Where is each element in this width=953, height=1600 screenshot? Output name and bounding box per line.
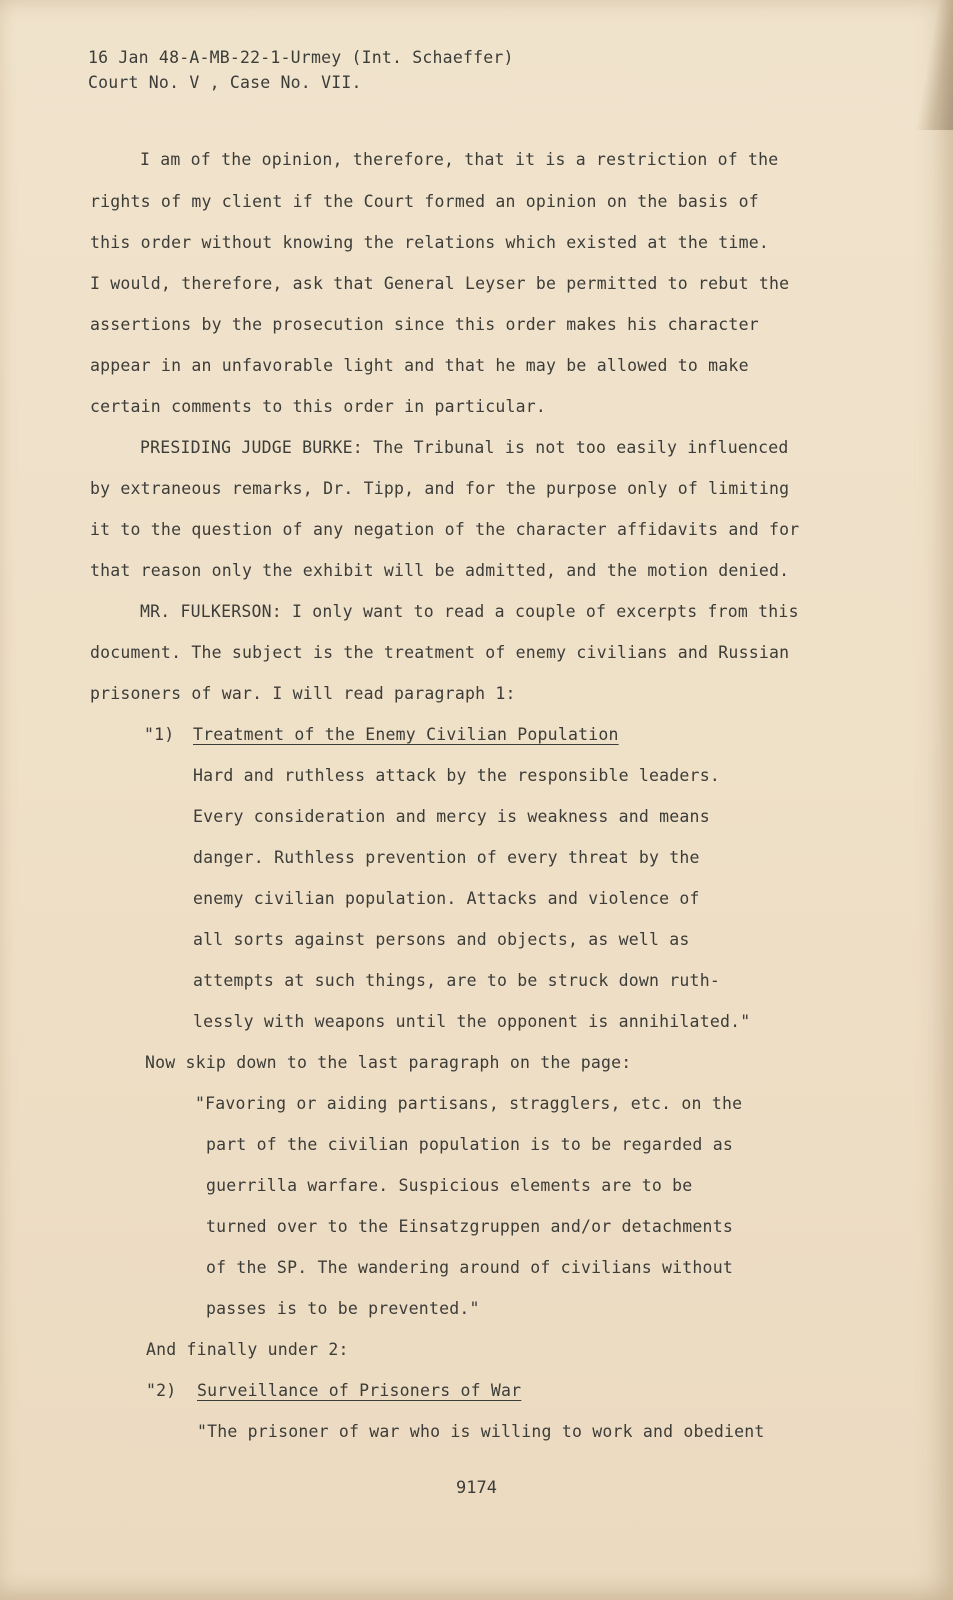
- quote-1-line: enemy civilian population. Attacks and violence of: [193, 889, 700, 908]
- quote-1-line: Every consideration and mercy is weakness and means: [193, 807, 710, 826]
- quote-2-line: guerrilla warfare. Suspicious elements are to be: [206, 1176, 693, 1195]
- quote-2-heading: Surveillance of Prisoners of War: [197, 1381, 522, 1400]
- document-header-line-2: Court No. V , Case No. VII.: [88, 73, 362, 92]
- quote-1-number: "1): [144, 725, 175, 744]
- quote-2-line: "Favoring or aiding partisans, stragglers, etc. on the: [195, 1094, 743, 1113]
- page-number: 9174: [456, 1478, 497, 1498]
- quote-1-line: lessly with weapons until the opponent is annihilated.": [193, 1012, 751, 1031]
- quote-2-line: passes is to be prevented.": [206, 1299, 480, 1318]
- document-header-line-1: 16 Jan 48-A-MB-22-1-Urmey (Int. Schaeffer): [88, 48, 514, 67]
- quote-1-line: danger. Ruthless prevention of every threat by the: [193, 848, 700, 867]
- body-line: MR. FULKERSON: I only want to read a couple of excerpts from this: [140, 602, 799, 621]
- quote-1-line: attempts at such things, are to be struck down ruth-: [193, 971, 720, 990]
- quote-3-line: "The prisoner of war who is willing to work and obedient: [197, 1422, 765, 1441]
- body-line: it to the question of any negation of the character affidavits and for: [90, 520, 800, 539]
- body-line: assertions by the prosecution since this order makes his character: [90, 315, 759, 334]
- quote-1-line: all sorts against persons and objects, as well as: [193, 930, 690, 949]
- folded-corner: [893, 0, 953, 130]
- body-line: certain comments to this order in particular.: [90, 397, 547, 416]
- body-line: appear in an unfavorable light and that he may be allowed to make: [90, 356, 749, 375]
- body-line: PRESIDING JUDGE BURKE: The Tribunal is not too easily influenced: [140, 438, 789, 457]
- body-line: document. The subject is the treatment of enemy civilians and Russian: [90, 643, 790, 662]
- quote-2-line: turned over to the Einsatzgruppen and/or detachments: [206, 1217, 733, 1236]
- quote-1-heading: Treatment of the Enemy Civilian Population: [193, 725, 619, 744]
- body-line: I would, therefore, ask that General Leyser be permitted to rebut the: [90, 274, 790, 293]
- quote-1-line: Hard and ruthless attack by the responsible leaders.: [193, 766, 720, 785]
- body-line: this order without knowing the relations which existed at the time.: [90, 233, 769, 252]
- body-line: that reason only the exhibit will be admitted, and the motion denied.: [90, 561, 790, 580]
- body-line: Now skip down to the last paragraph on the page:: [145, 1053, 632, 1072]
- body-line: rights of my client if the Court formed an opinion on the basis of: [90, 192, 759, 211]
- body-line: And finally under 2:: [146, 1340, 349, 1359]
- quote-2-number: "2): [146, 1381, 177, 1400]
- body-line: prisoners of war. I will read paragraph 1:: [90, 684, 516, 703]
- body-line: by extraneous remarks, Dr. Tipp, and for the purpose only of limiting: [90, 479, 790, 498]
- quote-2-line: of the SP. The wandering around of civilians without: [206, 1258, 733, 1277]
- quote-2-line: part of the civilian population is to be regarded as: [206, 1135, 733, 1154]
- body-line: I am of the opinion, therefore, that it is a restriction of the: [140, 150, 779, 169]
